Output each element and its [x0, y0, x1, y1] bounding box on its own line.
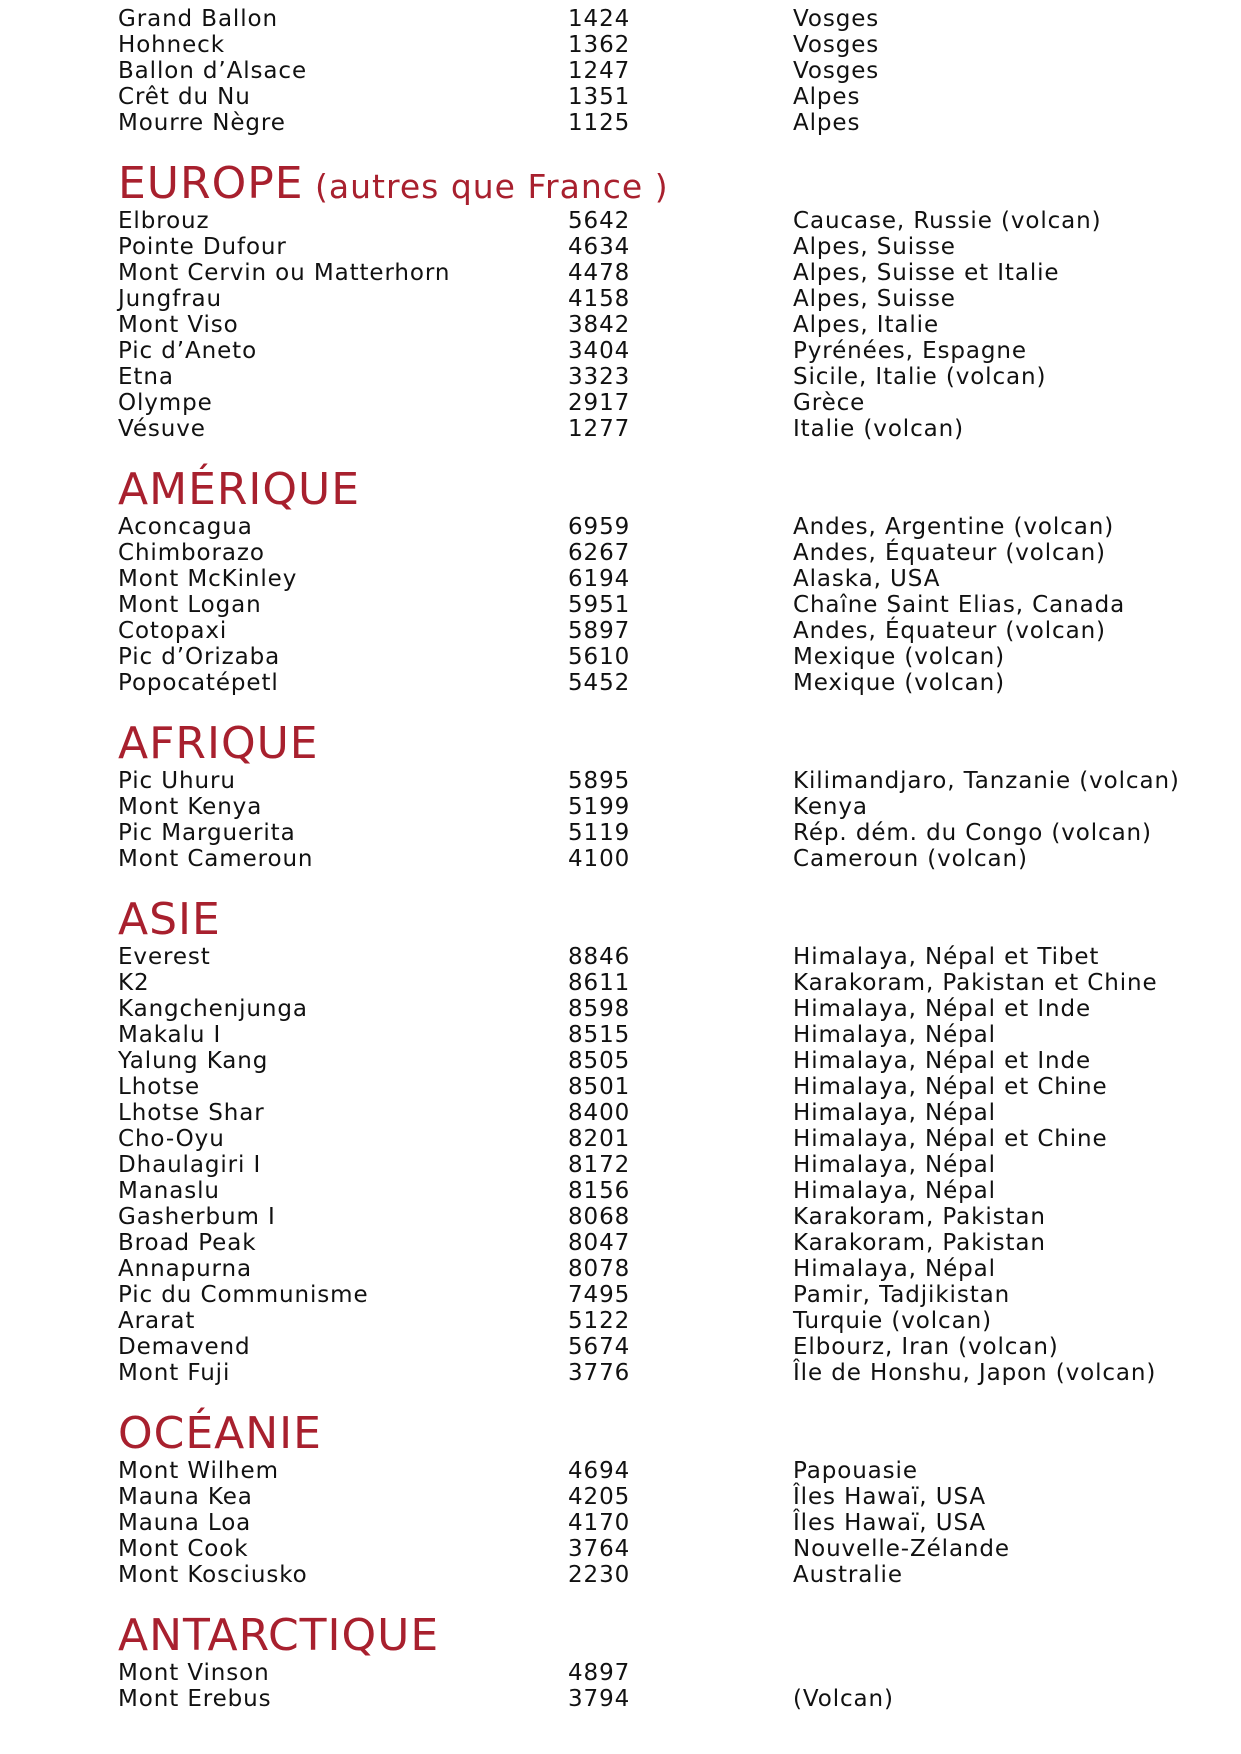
mountain-row [0, 1360, 1241, 1386]
mountain-location: Mexique (volcan) [793, 644, 1005, 670]
mountain-altitude: 5895 [568, 768, 631, 794]
mountain-altitude: 8611 [568, 970, 631, 996]
mountain-name: Popocatépetl [118, 670, 279, 696]
mountain-location: Alpes, Suisse [793, 286, 956, 312]
mountain-altitude: 5674 [568, 1334, 631, 1360]
mountain-location: Pyrénées, Espagne [793, 338, 1027, 364]
mountain-altitude: 5642 [568, 208, 631, 234]
mountain-location: Himalaya, Népal [793, 1022, 996, 1048]
mountain-location: Australie [793, 1562, 903, 1588]
mountain-location: Himalaya, Népal [793, 1178, 996, 1204]
mountain-name: Etna [118, 364, 174, 390]
mountain-location: Andes, Argentine (volcan) [793, 514, 1115, 540]
mountain-altitude: 6959 [568, 514, 631, 540]
section-heading [118, 896, 221, 944]
mountain-name: Lhotse Shar [118, 1100, 265, 1126]
section-heading-subtitle: (autres que France ) [303, 167, 669, 206]
mountain-location: Pamir, Tadjikistan [793, 1282, 1011, 1308]
mountain-row [0, 794, 1241, 820]
mountain-location: Vosges [793, 58, 880, 84]
mountain-location: Cameroun (volcan) [793, 846, 1028, 872]
mountain-name: Mont Erebus [118, 1686, 272, 1712]
mountain-location: Mexique (volcan) [793, 670, 1005, 696]
mountain-row [0, 592, 1241, 618]
mountain-altitude: 8505 [568, 1048, 631, 1074]
mountain-row [0, 970, 1241, 996]
section-heading [118, 160, 669, 208]
mountain-row [0, 514, 1241, 540]
mountain-altitude: 8172 [568, 1152, 631, 1178]
mountain-altitude: 8078 [568, 1256, 631, 1282]
mountain-row [0, 1458, 1241, 1484]
mountain-location: Himalaya, Népal et Chine [793, 1126, 1108, 1152]
mountain-altitude: 3323 [568, 364, 631, 390]
mountain-location: Vosges [793, 32, 880, 58]
mountain-row [0, 944, 1241, 970]
mountain-name: Mont Cook [118, 1536, 249, 1562]
mountain-altitude: 1247 [568, 58, 631, 84]
mountain-row [0, 1686, 1241, 1712]
mountain-altitude: 8156 [568, 1178, 631, 1204]
section-heading-title: EUROPE [118, 158, 304, 209]
mountain-row [0, 820, 1241, 846]
mountain-row [0, 286, 1241, 312]
mountain-location: Caucase, Russie (volcan) [793, 208, 1102, 234]
section-heading-title: AMÉRIQUE [118, 464, 361, 515]
mountain-location: Himalaya, Népal [793, 1256, 996, 1282]
mountain-location: Île de Honshu, Japon (volcan) [793, 1360, 1157, 1386]
mountain-row [0, 1100, 1241, 1126]
mountain-location: Sicile, Italie (volcan) [793, 364, 1047, 390]
mountain-location: Turquie (volcan) [793, 1308, 992, 1334]
section-heading-title: ANTARCTIQUE [118, 1610, 440, 1661]
mountain-name: Mont Fuji [118, 1360, 231, 1386]
mountain-name: Everest [118, 944, 211, 970]
mountain-row [0, 1152, 1241, 1178]
mountain-name: Chimborazo [118, 540, 265, 566]
mountain-location: Himalaya, Népal et Tibet [793, 944, 1100, 970]
mountain-location: Îles Hawaï, USA [793, 1510, 987, 1536]
mountain-name: Grand Ballon [118, 6, 278, 32]
mountain-name: Elbrouz [118, 208, 210, 234]
mountain-name: Olympe [118, 390, 213, 416]
mountain-name: Pic d’Orizaba [118, 644, 281, 670]
mountain-location: Karakoram, Pakistan [793, 1230, 1046, 1256]
mountain-row [0, 1282, 1241, 1308]
mountain-name: Manaslu [118, 1178, 220, 1204]
mountain-row [0, 416, 1241, 442]
mountain-altitude: 8068 [568, 1204, 631, 1230]
mountain-row [0, 540, 1241, 566]
mountain-altitude: 1424 [568, 6, 631, 32]
mountain-name: Aconcagua [118, 514, 253, 540]
mountain-name: Gasherbum I [118, 1204, 276, 1230]
mountain-name: Makalu I [118, 1022, 222, 1048]
mountain-name: Broad Peak [118, 1230, 257, 1256]
mountain-name: Mauna Kea [118, 1484, 253, 1510]
mountain-altitude: 5897 [568, 618, 631, 644]
mountain-location: Himalaya, Népal [793, 1152, 996, 1178]
mountain-name: Pic Uhuru [118, 768, 236, 794]
mountain-row [0, 110, 1241, 136]
mountain-location: Vosges [793, 6, 880, 32]
mountain-altitude: 8846 [568, 944, 631, 970]
mountain-name: Mont Logan [118, 592, 262, 618]
mountain-row [0, 1484, 1241, 1510]
mountain-altitude: 8201 [568, 1126, 631, 1152]
mountain-row [0, 618, 1241, 644]
mountain-altitude: 5199 [568, 794, 631, 820]
mountain-location: Chaîne Saint Elias, Canada [793, 592, 1126, 618]
mountain-altitude: 5951 [568, 592, 631, 618]
mountain-row [0, 234, 1241, 260]
mountain-name: Pointe Dufour [118, 234, 287, 260]
mountain-location: Alpes [793, 84, 861, 110]
mountain-row [0, 566, 1241, 592]
mountain-altitude: 8400 [568, 1100, 631, 1126]
mountain-row [0, 260, 1241, 286]
mountain-altitude: 4478 [568, 260, 631, 286]
mountain-location: Papouasie [793, 1458, 918, 1484]
mountain-row [0, 312, 1241, 338]
mountain-altitude: 1277 [568, 416, 631, 442]
mountain-name: Ararat [118, 1308, 196, 1334]
mountain-row [0, 1230, 1241, 1256]
mountain-name: Hohneck [118, 32, 225, 58]
mountain-altitude: 5452 [568, 670, 631, 696]
section-heading [118, 466, 360, 514]
mountain-altitude: 4205 [568, 1484, 631, 1510]
mountain-altitude: 5122 [568, 1308, 631, 1334]
mountain-altitude: 5610 [568, 644, 631, 670]
mountain-name: Mont McKinley [118, 566, 298, 592]
mountain-name: Demavend [118, 1334, 251, 1360]
mountain-altitude: 1351 [568, 84, 631, 110]
mountain-altitude: 1362 [568, 32, 631, 58]
mountain-altitude: 4634 [568, 234, 631, 260]
mountain-location: Îles Hawaï, USA [793, 1484, 987, 1510]
mountain-row [0, 58, 1241, 84]
mountain-row [0, 1308, 1241, 1334]
mountain-row [0, 208, 1241, 234]
mountain-name: Dhaulagiri I [118, 1152, 262, 1178]
mountain-location: Himalaya, Népal [793, 1100, 996, 1126]
mountain-row [0, 1536, 1241, 1562]
mountain-row [0, 1022, 1241, 1048]
mountain-altitude: 3842 [568, 312, 631, 338]
mountain-row [0, 6, 1241, 32]
mountain-row [0, 1660, 1241, 1686]
mountain-name: Mont Wilhem [118, 1458, 279, 1484]
mountain-altitude: 4170 [568, 1510, 631, 1536]
mountain-name: Mont Cameroun [118, 846, 314, 872]
mountain-altitude: 8598 [568, 996, 631, 1022]
mountain-name: Mourre Nègre [118, 110, 286, 136]
mountain-location: Italie (volcan) [793, 416, 964, 442]
mountain-name: Yalung Kang [118, 1048, 269, 1074]
mountain-altitude: 4158 [568, 286, 631, 312]
mountain-location: Grèce [793, 390, 866, 416]
section-heading [118, 1410, 322, 1458]
section-heading [118, 1612, 439, 1660]
section-heading [118, 720, 319, 768]
mountain-altitude: 4897 [568, 1660, 631, 1686]
mountain-location: Kenya [793, 794, 868, 820]
mountain-location: Karakoram, Pakistan [793, 1204, 1046, 1230]
mountain-name: Ballon d’Alsace [118, 58, 308, 84]
mountain-location: Himalaya, Népal et Inde [793, 996, 1092, 1022]
mountain-location: Himalaya, Népal et Inde [793, 1048, 1092, 1074]
mountain-altitude: 7495 [568, 1282, 631, 1308]
mountain-name: Jungfrau [118, 286, 222, 312]
mountain-location: Nouvelle-Zélande [793, 1536, 1010, 1562]
mountain-row [0, 1178, 1241, 1204]
mountain-name: Mont Cervin ou Matterhorn [118, 260, 451, 286]
mountain-altitude: 4694 [568, 1458, 631, 1484]
mountain-name: Pic d’Aneto [118, 338, 258, 364]
mountain-name: K2 [118, 970, 150, 996]
mountain-row [0, 364, 1241, 390]
mountain-row [0, 1048, 1241, 1074]
mountain-row [0, 84, 1241, 110]
mountain-row [0, 390, 1241, 416]
mountain-name: Kangchenjunga [118, 996, 308, 1022]
mountain-name: Crêt du Nu [118, 84, 251, 110]
mountain-altitude: 8047 [568, 1230, 631, 1256]
mountain-name: Cotopaxi [118, 618, 228, 644]
mountain-row [0, 1074, 1241, 1100]
section-heading-title: ASIE [118, 894, 221, 945]
mountain-altitude: 8515 [568, 1022, 631, 1048]
mountain-row [0, 1256, 1241, 1282]
mountain-row [0, 846, 1241, 872]
mountain-name: Annapurna [118, 1256, 252, 1282]
mountain-row [0, 32, 1241, 58]
mountain-row [0, 1510, 1241, 1536]
mountain-location: Andes, Équateur (volcan) [793, 618, 1106, 644]
mountain-location: Alpes, Suisse et Italie [793, 260, 1060, 286]
mountain-location: Elbourz, Iran (volcan) [793, 1334, 1059, 1360]
mountain-row [0, 1334, 1241, 1360]
mountain-altitude: 1125 [568, 110, 631, 136]
mountain-location: Alaska, USA [793, 566, 941, 592]
mountain-altitude: 3764 [568, 1536, 631, 1562]
mountain-name: Vésuve [118, 416, 206, 442]
mountain-altitude: 3794 [568, 1686, 631, 1712]
mountain-altitude: 3776 [568, 1360, 631, 1386]
mountain-location: Himalaya, Népal et Chine [793, 1074, 1108, 1100]
mountain-altitude: 2230 [568, 1562, 631, 1588]
mountain-row [0, 996, 1241, 1022]
mountain-altitude: 6267 [568, 540, 631, 566]
mountain-name: Mont Kenya [118, 794, 263, 820]
mountain-location: Alpes, Suisse [793, 234, 956, 260]
mountain-altitude: 5119 [568, 820, 631, 846]
mountain-name: Mont Viso [118, 312, 239, 338]
mountain-location: Rép. dém. du Congo (volcan) [793, 820, 1152, 846]
mountain-name: Pic du Communisme [118, 1282, 369, 1308]
mountain-row [0, 338, 1241, 364]
mountain-row [0, 1562, 1241, 1588]
mountain-name: Mont Kosciusko [118, 1562, 308, 1588]
section-heading-title: OCÉANIE [118, 1408, 322, 1459]
mountain-name: Mont Vinson [118, 1660, 270, 1686]
mountain-name: Pic Marguerita [118, 820, 296, 846]
mountain-location: Andes, Équateur (volcan) [793, 540, 1106, 566]
mountain-location: (Volcan) [793, 1686, 894, 1712]
mountain-row [0, 670, 1241, 696]
mountain-altitude: 2917 [568, 390, 631, 416]
mountain-row [0, 1204, 1241, 1230]
mountain-name: Cho-Oyu [118, 1126, 225, 1152]
mountain-name: Lhotse [118, 1074, 201, 1100]
section-heading-title: AFRIQUE [118, 718, 319, 769]
mountain-row [0, 768, 1241, 794]
mountain-altitude: 3404 [568, 338, 631, 364]
mountain-row [0, 1126, 1241, 1152]
mountain-row [0, 644, 1241, 670]
mountain-name: Mauna Loa [118, 1510, 252, 1536]
mountain-location: Karakoram, Pakistan et Chine [793, 970, 1158, 996]
mountain-altitude: 8501 [568, 1074, 631, 1100]
mountain-altitude: 4100 [568, 846, 631, 872]
mountain-location: Kilimandjaro, Tanzanie (volcan) [793, 768, 1180, 794]
mountain-location: Alpes, Italie [793, 312, 940, 338]
mountain-location: Alpes [793, 110, 861, 136]
mountain-altitude: 6194 [568, 566, 631, 592]
